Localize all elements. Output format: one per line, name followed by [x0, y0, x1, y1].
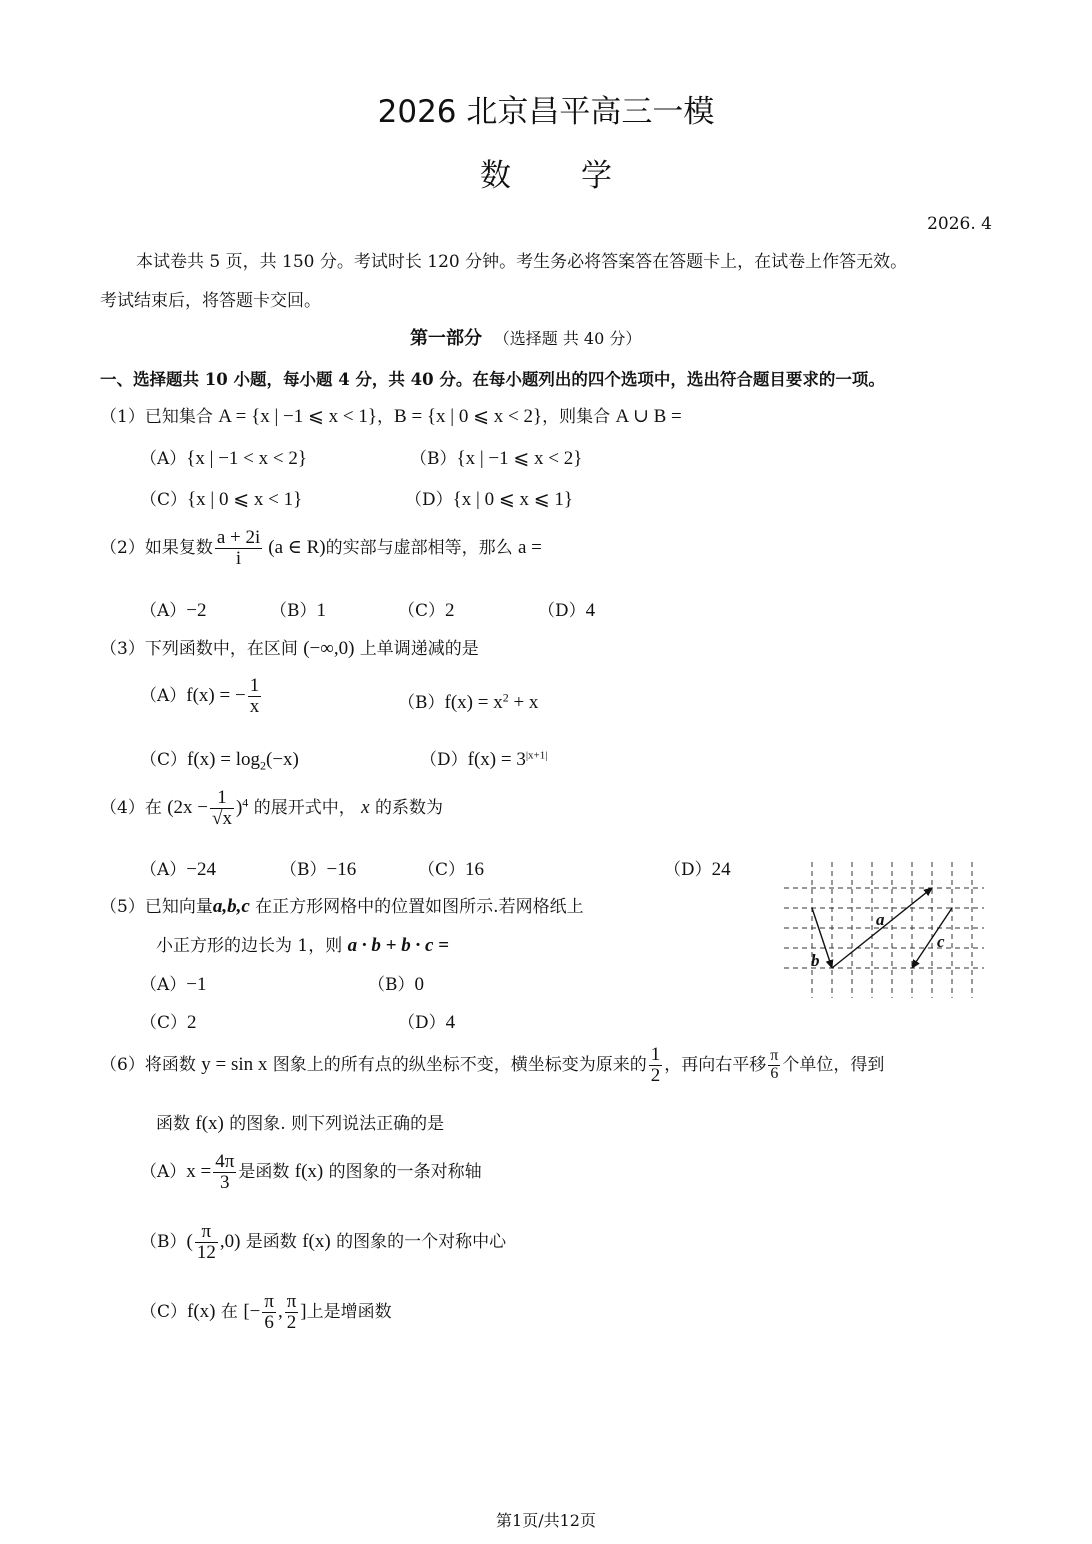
option-label: （B） [368, 975, 415, 995]
option-text: x = [186, 1160, 212, 1182]
q6-text-5: 函数 [156, 1114, 196, 1134]
q4-expr-close: ) [235, 796, 243, 818]
option-open: [− [243, 1300, 261, 1322]
vector-a-label: a [876, 910, 885, 929]
option-tail: (−x) [266, 749, 299, 770]
q2-fraction [215, 528, 262, 569]
q1-text-3: ，则集合 [542, 407, 616, 427]
q6-text-4: 个单位，得到 [782, 1054, 885, 1075]
option-text: 2 [445, 600, 455, 621]
q5-expr: a · b + b · c = [347, 935, 449, 956]
frac-den: √x [212, 807, 232, 829]
option-tail: + x [508, 692, 539, 713]
q2-text-1: 如果复数 [144, 537, 213, 558]
page-title: 2026 北京昌平高三一模 [377, 94, 715, 130]
frac-den: x [249, 695, 260, 717]
q6-c-fraction-1 [262, 1292, 276, 1333]
q6-pi6-fraction [768, 1048, 780, 1083]
q3-text-1: 下列函数中，在区间 [144, 639, 304, 659]
option-tail: 的图象的一条对称轴 [323, 1161, 482, 1182]
option-text: 是函数 [240, 1231, 303, 1252]
subject-title: 数学 [480, 158, 682, 194]
option-text: 0 [414, 974, 424, 995]
option-tail: 上是增函数 [306, 1301, 392, 1322]
option-text: −16 [326, 859, 357, 880]
frac-num: π [770, 1047, 779, 1065]
q5-number: （5） [100, 897, 145, 917]
question-4 [100, 788, 443, 829]
option-fx: f(x) [294, 1160, 324, 1182]
option-text-2: 是函数 [238, 1161, 295, 1182]
option-text: {x | −1 < x < 2} [186, 448, 307, 469]
q3-a-fraction [248, 676, 262, 717]
option-label: （A） [140, 449, 187, 469]
frac-num: 1 [650, 1044, 661, 1065]
option-label: （C） [140, 1013, 188, 1033]
superscript: 2 [502, 690, 509, 705]
option-label: （B） [270, 601, 317, 621]
q6-fx: f(x) [195, 1113, 224, 1134]
intro-line-2: 考试结束后，将答题卡交回。 [100, 291, 321, 311]
q6-text-1: 将函数 [144, 1054, 202, 1075]
q6-text-2: 图象上的所有点的纵坐标不变，横坐标变为原来的 [267, 1054, 647, 1075]
q2-frac-num: a + 2i [216, 527, 261, 548]
page-footer: 第1页/共12页 [496, 1511, 596, 1530]
option-text: f(x) = − [186, 684, 246, 706]
option-label: （C） [140, 750, 188, 770]
frac-num: 1 [249, 675, 260, 696]
q1-option-d [405, 485, 573, 511]
part1-title: 第一部分 [410, 328, 482, 349]
q6-option-a [140, 1152, 482, 1193]
vector-b-label: b [811, 951, 820, 970]
q3-interval: (−∞,0) [303, 638, 355, 659]
q3-text-2: 上单调递减的是 [354, 639, 479, 659]
q1-option-a [140, 444, 307, 470]
option-text: 在 [215, 1301, 244, 1322]
q6-a-fraction [213, 1152, 236, 1193]
question-5 [100, 892, 584, 918]
q4-option-b [280, 855, 356, 881]
q3-option-c [140, 745, 299, 773]
option-fx: f(x) [302, 1230, 331, 1252]
q6-text-6: 的图象. 则下列说法正确的是 [223, 1114, 445, 1134]
option-text: {x | 0 ⩽ x < 1} [187, 489, 303, 510]
q5-option-a [140, 970, 207, 996]
q4-number: （4） [100, 797, 145, 818]
option-text: 4 [585, 600, 596, 621]
option-label: （A） [140, 975, 187, 995]
q1-text-1: 已知集合 [144, 407, 219, 427]
q6-option-b [140, 1222, 506, 1263]
option-text: −2 [186, 600, 207, 621]
frac-num: π [286, 1291, 297, 1312]
q4-option-a [140, 855, 216, 881]
option-text: {x | −1 ⩽ x < 2} [456, 448, 583, 469]
q3-option-a [140, 676, 263, 717]
option-label: （D） [398, 1013, 446, 1033]
option-tail: 的图象的一个对称中心 [330, 1231, 507, 1252]
q5-line-2 [156, 931, 449, 957]
part1-note: （选择题 共 40 分） [493, 329, 642, 348]
option-label: （B） [398, 693, 445, 713]
vector-c-label: c [937, 932, 945, 951]
q2-condition: (a ∈ R) [268, 536, 326, 558]
option-label: （B） [280, 860, 327, 880]
option-text: f(x) = 3 [467, 749, 526, 770]
q6-line-2 [156, 1109, 444, 1135]
q2-option-d [538, 596, 595, 622]
option-text: 16 [465, 859, 485, 880]
q5-text-2: 在正方形网格中的位置如图所示.若网格纸上 [249, 897, 584, 917]
q6-number: （6） [100, 1054, 145, 1075]
q3-option-d [420, 745, 547, 771]
q4-var: x [361, 796, 370, 818]
frac-den: 2 [286, 1311, 297, 1333]
option-label: （C） [398, 601, 446, 621]
q2-option-c [398, 596, 455, 622]
q3-option-b [398, 688, 538, 714]
option-comma: , [277, 1300, 283, 1322]
option-text: 2 [187, 1012, 197, 1033]
q4-expr-open: (2x − [167, 796, 209, 818]
q1-expr: A ∪ B = [615, 406, 682, 427]
option-text: −1 [186, 974, 207, 995]
option-label: （B） [410, 449, 457, 469]
option-label: （A） [140, 685, 187, 706]
q6-b-fraction [195, 1222, 218, 1263]
q2-tail: a = [518, 536, 542, 558]
q1-number: （1） [100, 407, 145, 427]
frac-num: π [195, 1222, 218, 1243]
intro-line-1: 本试卷共 5 页，共 150 分。考试时长 120 分钟。考生务必将答案答在答题卡上，在试卷上作答无效。 [136, 252, 908, 272]
option-text: 4 [445, 1012, 456, 1033]
subscript: 2 [260, 758, 266, 773]
option-label: （D） [405, 490, 453, 510]
q4-power: 4 [242, 795, 249, 810]
q5-option-b [368, 970, 424, 996]
q5-vectors: a,b,c [212, 896, 250, 917]
option-text: f(x) = x [444, 692, 503, 713]
option-text: 1 [316, 600, 326, 621]
q2-frac-den: i [235, 547, 242, 569]
q5-text-3: 小正方形的边长为 1，则 [156, 936, 348, 956]
option-fx: f(x) [187, 1300, 216, 1322]
section-heading: 一、选择题共 10 小题，每小题 4 分，共 40 分。在每小题列出的四个选项中，选出符合题目要求的一项。 [100, 370, 885, 389]
option-label: （D） [664, 860, 712, 880]
q1-text-2: ， [377, 407, 395, 427]
frac-num: 1 [210, 788, 234, 809]
q2-text-2: 的实部与虚部相等，那么 [325, 537, 518, 558]
option-text: −24 [186, 859, 216, 880]
option-label: （B） [140, 1231, 187, 1252]
q1-set-a: A = {x | −1 ⩽ x < 1} [218, 406, 378, 427]
q6-half-fraction [649, 1045, 663, 1086]
vector-grid-figure [780, 858, 990, 1003]
option-label: （A） [140, 860, 187, 880]
option-label: （C） [418, 860, 466, 880]
question-2 [100, 528, 542, 569]
q4-option-d [664, 855, 731, 881]
q6-c-fraction-2 [285, 1292, 299, 1333]
q2-option-b [270, 596, 326, 622]
question-1 [100, 402, 682, 428]
frac-den: 3 [220, 1171, 230, 1193]
q4-option-c [418, 855, 484, 881]
q2-option-a [140, 596, 207, 622]
q5-option-d [398, 1008, 455, 1034]
q6-option-c [140, 1292, 392, 1333]
option-open: ( [186, 1230, 193, 1252]
option-label: （A） [140, 1161, 187, 1182]
q2-number: （2） [100, 537, 145, 558]
frac-den: 2 [650, 1064, 661, 1086]
grid-lines [784, 862, 984, 998]
q3-number: （3） [100, 639, 145, 659]
exam-date: 2026. 4 [927, 214, 992, 234]
superscript: |x+1| [525, 749, 548, 762]
question-6 [100, 1045, 884, 1086]
q1-option-b [410, 444, 582, 470]
frac-den: 6 [264, 1311, 274, 1333]
q1-option-c [140, 485, 302, 511]
option-close: ] [300, 1300, 307, 1322]
q4-text-2: 的展开式中， [248, 797, 362, 818]
option-label: （D） [420, 750, 468, 770]
q6-text-3: ，再向右平移 [664, 1054, 767, 1075]
q5-option-c [140, 1008, 197, 1034]
option-label: （C） [140, 1301, 188, 1322]
option-text: {x | 0 ⩽ x ⩽ 1} [452, 489, 574, 510]
q4-text-3: 的系数为 [369, 797, 443, 818]
q1-set-b: B = {x | 0 ⩽ x < 2} [394, 406, 543, 427]
q4-text-1: 在 [144, 797, 168, 818]
option-close: ,0) [219, 1230, 241, 1252]
q6-func: y = sin x [201, 1053, 268, 1075]
option-label: （C） [140, 490, 188, 510]
part1-heading [410, 324, 641, 350]
q4-fraction [210, 788, 234, 829]
frac-num: 4π [215, 1151, 235, 1172]
frac-num: π [264, 1291, 274, 1312]
q5-text-1: 已知向量 [144, 897, 213, 917]
option-label: （A） [140, 601, 187, 621]
option-text: 24 [711, 859, 731, 880]
frac-den: 12 [196, 1241, 216, 1263]
option-label: （D） [538, 601, 586, 621]
option-text: f(x) = log [187, 749, 260, 770]
question-3 [100, 634, 479, 660]
frac-den: 6 [770, 1064, 779, 1082]
